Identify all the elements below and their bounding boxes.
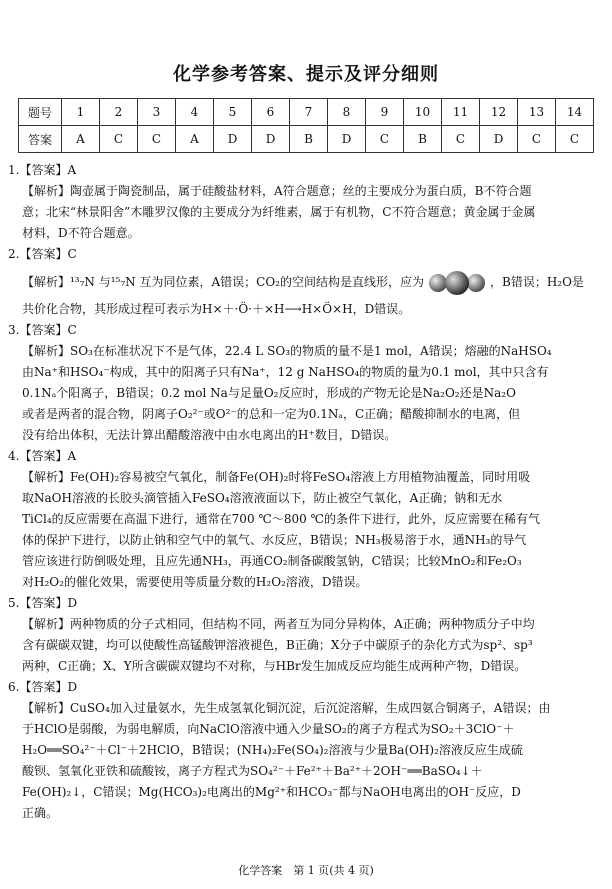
explanation-line: 【解析】SO₃在标准状况下不是气体，22.4 L SO₃的物质的量不是1 mol，A错误；熔融的NaHSO₄ [22, 344, 552, 358]
explanation-line: 意；北宋“林景阳舍”木雕罗汉像的主要成分为纤维素，属于有机物，C不符合题意；黄金属于金属 [22, 205, 536, 219]
question-number-cell: 1 [62, 99, 100, 126]
explanation-line: 管应该进行防倒吸处理，且应先通NH₃，再通CO₂制备碳酸氢钠，C错误；比较MnO₂和Fe₂O₃ [22, 554, 522, 568]
explanation-line: H₂O══SO₄²⁻＋Cl⁻＋2HClO，B错误；(NH₄)₂Fe(SO₄)₂溶液与少量Ba(OH)₂溶液反应生成硫 [22, 743, 523, 757]
answer-line: 2.【答案】C [8, 247, 77, 261]
explanation-line [22, 265, 604, 299]
table-row-answers [19, 126, 594, 153]
answer-cell: C [138, 126, 176, 153]
answer-line: 5.【答案】D [8, 596, 78, 610]
row-label-answer: 答案 [19, 126, 62, 153]
explanation-line: 0.1Nₐ个阳离子，B错误；0.2 mol Na与足量O₂反应时，形成的产物无论是Na₂O₂还是Na₂O [22, 386, 516, 400]
question-block-1 [8, 160, 604, 244]
explanation [8, 698, 604, 824]
table-row-numbers [19, 99, 594, 126]
answer-cell: A [62, 126, 100, 153]
answer-cell: A [176, 126, 214, 153]
explanation [8, 341, 604, 446]
question-number-cell: 6 [252, 99, 290, 126]
answer-line: 1.【答案】A [8, 163, 77, 177]
answer-line: 6.【答案】D [8, 680, 78, 694]
question-number-cell: 12 [480, 99, 518, 126]
explanation-line: Fe(OH)₂↓，C错误；Mg(HCO₃)₂电离出的Mg²⁺和HCO₃⁻都与NaOH电离出的OH⁻反应，D [22, 785, 521, 799]
explanation-line: 没有给出体积，无法计算出醋酸溶液中由水电离出的H⁺数目，D错误。 [22, 428, 397, 442]
explanation-line: 两种，C正确；X、Y所含碳碳双键均不对称，与HBr发生加成反应均能生成两种产物，D错误。 [22, 659, 527, 673]
explanation-line: 正确。 [22, 806, 59, 820]
explanation-line: 取NaOH溶液的长胶头滴管插入FeSO₄溶液液面以下，防止被空气氧化，A正确；钠和无水 [22, 491, 503, 505]
explanation-text: 【解析】¹³₇N 与¹⁵₇N 互为同位素，A错误；CO₂的空间结构是直线形，应为 [22, 275, 424, 289]
question-number-cell: 5 [214, 99, 252, 126]
question-block-2 [8, 244, 604, 320]
answer-cell: B [290, 126, 328, 153]
question-number-cell: 13 [518, 99, 556, 126]
answer-cell: B [404, 126, 442, 153]
question-number-cell: 14 [556, 99, 594, 126]
question-block-6 [8, 677, 604, 824]
explanation [8, 614, 604, 677]
question-number-cell: 3 [138, 99, 176, 126]
explanation-line: 于HClO是弱酸，为弱电解质，向NaClO溶液中通入少量SO₂的离子方程式为SO₂＋3ClO⁻＋ [22, 722, 515, 736]
explanation-line: 共价化合物，其形成过程可表示为H×＋·Ö·＋×H⟶H×Ö×H，D错误。 [22, 302, 411, 316]
page-title: 化学参考答案、提示及评分细则 [173, 64, 439, 85]
answer-explanations [8, 160, 604, 824]
row-label-number: 题号 [19, 99, 62, 126]
explanation-line: 【解析】陶壶属于陶瓷制品，属于硅酸盐材料，A符合题意；丝的主要成分为蛋白质，B不符合题 [22, 184, 532, 198]
answer-line: 3.【答案】C [8, 323, 77, 337]
question-number-cell: 8 [328, 99, 366, 126]
answer-table [18, 98, 594, 153]
explanation-text: ，B错误；H₂O是 [490, 275, 584, 289]
explanation [8, 181, 604, 244]
answer-cell: C [556, 126, 594, 153]
explanation-line: 含有碳碳双键，均可以使酸性高锰酸钾溶液褪色，B正确；X分子中碳原子的杂化方式为sp²、sp³ [22, 638, 533, 652]
question-block-5 [8, 593, 604, 677]
explanation [8, 265, 604, 320]
question-number-cell: 4 [176, 99, 214, 126]
answer-cell: C [100, 126, 138, 153]
answer-cell: D [214, 126, 252, 153]
answer-cell: D [328, 126, 366, 153]
explanation-line: 对H₂O₂的催化效果，需要使用等质量分数的H₂O₂溶液，D错误。 [22, 575, 368, 589]
explanation-line: 【解析】Fe(OH)₂容易被空气氧化，制备Fe(OH)₂时将FeSO₄溶液上方用植物油覆盖，同时用吸 [22, 470, 531, 484]
explanation-line: 或者是两者的混合物，阴离子O₂²⁻或O²⁻的总和一定为0.1Nₐ，C正确；醋酸抑制水的电离，但 [22, 407, 521, 421]
explanation-line: 由Na⁺和HSO₄⁻构成，其中的阳离子只有Na⁺，12 g NaHSO₄的物质的量为0.1 mol，其中只含有 [22, 365, 549, 379]
question-block-3 [8, 320, 604, 446]
question-number-cell: 11 [442, 99, 480, 126]
answer-cell: D [480, 126, 518, 153]
question-number-cell: 9 [366, 99, 404, 126]
answer-line: 4.【答案】A [8, 449, 77, 463]
explanation-line: TiCl₄的反应需要在高温下进行，通常在700 ℃～800 ℃的条件下进行，此外，反应需要在稀有气 [22, 512, 540, 526]
explanation-line: 材料，D不符合题意。 [22, 226, 140, 240]
answer-cell: C [518, 126, 556, 153]
question-number-cell: 10 [404, 99, 442, 126]
answer-cell: C [442, 126, 480, 153]
question-number-cell: 7 [290, 99, 328, 126]
explanation-line: 【解析】两种物质的分子式相同，但结构不同，两者互为同分异构体，A正确；两种物质分子中均 [22, 617, 535, 631]
co2-model-icon [426, 270, 488, 296]
explanation-line: 【解析】CuSO₄加入过量氨水，先生成氢氧化铜沉淀，后沉淀溶解，生成四氨合铜离子，A错误；由 [22, 701, 551, 715]
explanation-line: 体的保护下进行，以防止钠和空气中的氧气、水反应，B错误；NH₃极易溶于水，通NH₃的导气 [22, 533, 527, 547]
explanation [8, 467, 604, 593]
answer-cell: C [366, 126, 404, 153]
explanation-line: 酸钡、氢氧化亚铁和硫酸铵，离子方程式为SO₄²⁻＋Fe²⁺＋Ba²⁺＋2OH⁻══BaSO₄↓＋ [22, 764, 483, 778]
question-block-4 [8, 446, 604, 593]
page-footer: 化学答案 第 1 页(共 4 页) [238, 864, 374, 877]
question-number-cell: 2 [100, 99, 138, 126]
answer-cell: D [252, 126, 290, 153]
